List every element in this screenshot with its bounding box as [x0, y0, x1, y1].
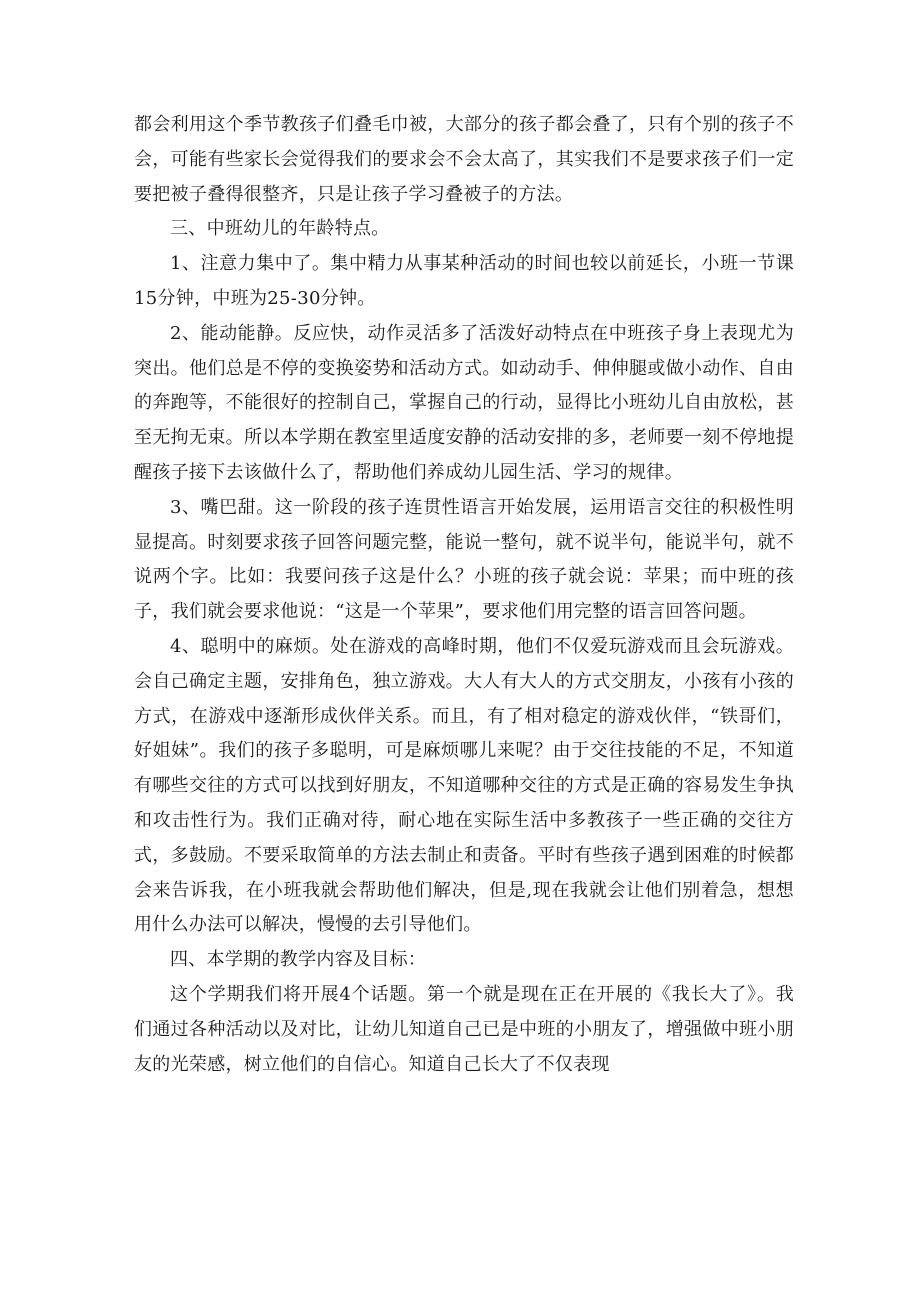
paragraph-item-2: 2、能动能静。反应快，动作灵活多了活泼好动特点在中班孩子身上表现尤为突出。他们总是不停的变换姿势和活动方式。如动动手、伸伸腿或做小动作、自由的奔跑等，不能很好的控制自己，掌握自己的行动，显得比小班幼儿自由放松，甚至无拘无束。所以本学期在教室里适度安静的活动安排的多，老师要一刻不停地提醒孩子接下去该做什么了，帮助他们养成幼儿园生活、学习的规律。: [134, 322, 794, 483]
paragraph-item-1: 1、注意力集中了。集中精力从事某种活动的时间也较以前延长，小班一节课15分钟，中班为25-30分钟。: [134, 253, 794, 309]
paragraph-teaching-content: 这个学期我们将开展4个话题。第一个就是现在正在开展的《我长大了》。我们通过各种活动以及对比，让幼儿知道自己已是中班的小朋友了，增强做中班小朋友的光荣感，树立他们的自信心。知道自己长大了不仅表现: [134, 983, 794, 1075]
paragraph-continuation: 都会利用这个季节教孩子们叠毛巾被，大部分的孩子都会叠了，只有个别的孩子不会，可能有些家长会觉得我们的要求会不会太高了，其实我们不是要求孩子们一定要把被子叠得很整齐，只是让孩子学习叠被子的方法。: [134, 114, 794, 205]
section-heading-3: 三、中班幼儿的年龄特点。: [170, 218, 390, 240]
paragraph-item-3: 3、嘴巴甜。这一阶段的孩子连贯性语言开始发展，运用语言交往的积极性明显提高。时刻要求孩子回答问题完整，能说一整句，就不说半句，能说半句，就不说两个字。比如：我要问孩子这是什么？小班的孩子就会说：苹果；而中班的孩子，我们就会要求他说：“这是一个苹果”，要求他们用完整的语言回答问题。: [134, 496, 794, 623]
paragraph-item-4: 4、聪明中的麻烦。处在游戏的高峰时期，他们不仅爱玩游戏而且会玩游戏。会自己确定主题，安排角色，独立游戏。大人有大人的方式交朋友，小孩有小孩的方式，在游戏中逐渐形成伙伴关系。而且，有了相对稳定的游戏伙伴，“铁哥们，好姐妹”。我们的孩子多聪明，可是麻烦哪儿来呢？由于交往技能的不足，不知道有哪些交往的方式可以找到好朋友，不知道哪种交往的方式是正确的容易发生争执和攻击性行为。我们正确对待，耐心地在实际生活中多教孩子一些正确的交往方式，多鼓励。不要采取简单的方法去制止和责备。平时有些孩子遇到困难的时候都会来告诉我，在小班我就会帮助他们解决，但是,现在我就会让他们别着急，想想用什么办法可以解决，慢慢的去引导他们。: [134, 635, 794, 936]
document-body: [134, 108, 794, 1082]
section-heading-4: 四、本学期的教学内容及目标：: [170, 949, 427, 971]
